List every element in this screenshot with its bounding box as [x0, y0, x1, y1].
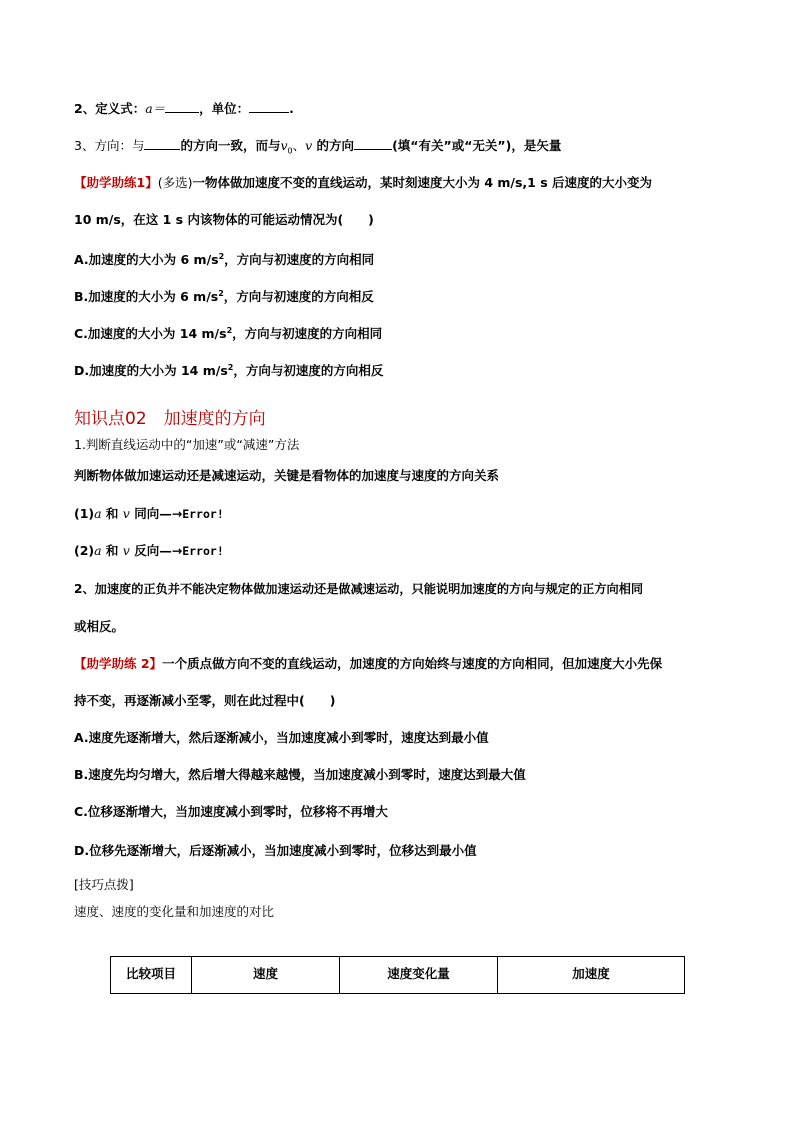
table-header-cell: 加速度 — [498, 957, 685, 994]
exercise2-stem-line1: 【助学助练 2】一个质点做方向不变的直线运动，加速度的方向始终与速度的方向相同，但加速度大小先保 — [74, 656, 663, 671]
exercise1-option-a: A.加速度的大小为 6 $m/s^2$，方向与初速度的方向相同 — [74, 252, 375, 268]
exercise2-option-b: B.速度先均匀增大，然后增大得越来越慢，当加速度减小到零时，速度达到最大值 — [74, 767, 526, 782]
exercise1-stem-line2: 10 m/s，在这 1 s 内该物体的可能运动情况为( ) — [74, 212, 374, 227]
exercise2-option-d: D.位移先逐渐增大，后逐渐减小，当加速度减小到零时，位移达到最小值 — [74, 843, 477, 858]
case-opposite-direction: (2)a 和 v 反向—→Error! — [74, 543, 224, 558]
direction-line: 3、方向：与 的方向一致，而与$v_0$、v 的方向 (填“有关”或“无关”)，是矢量 — [74, 138, 562, 156]
tips-label: [技巧点拨] — [74, 877, 134, 892]
blank-formula — [165, 100, 199, 113]
definition-line: 2、定义式：a＝ ，单位： . — [74, 101, 294, 116]
note-line1: 2、加速度的正负并不能决定物体做加速运动还是做减速运动，只能说明加速度的方向与规定的正方向相同 — [74, 582, 644, 596]
exercise2-stem-line2: 持不变，再逐渐减小至零，则在此过程中( ) — [74, 693, 336, 708]
exercise1-option-d: D.加速度的大小为 14 $m/s^2$，方向与初速度的方向相反 — [74, 363, 384, 379]
exercise2-option-a: A.速度先逐渐增大，然后逐渐减小，当加速度减小到零时，速度达到最小值 — [74, 730, 489, 745]
exercise1-option-c: C.加速度的大小为 14 $m/s^2$，方向与初速度的方向相同 — [74, 326, 383, 342]
exercise2-option-c: C.位移逐渐增大，当加速度减小到零时，位移将不再增大 — [74, 804, 388, 819]
blank-direction — [144, 137, 180, 150]
note-line2: 或相反。 — [74, 619, 125, 634]
exercise1-stem-line1: 【助学助练1】(多选)一物体做加速度不变的直线运动，某时刻速度大小为 4 m/s,1 s 后速度的大小变为 — [74, 175, 652, 190]
table-header-cell: 比较项目 — [111, 957, 192, 994]
blank-unit — [249, 100, 289, 113]
table-header-cell: 速度 — [192, 957, 340, 994]
case-same-direction: (1)a 和 v 同向—→Error! — [74, 506, 224, 521]
error-text: Error! — [182, 507, 224, 521]
key-statement: 判断物体做加速运动还是减速运动，关键是看物体的加速度与速度的方向关系 — [74, 468, 500, 483]
exercise1-option-b: B.加速度的大小为 6 $m/s^2$，方向与初速度的方向相反 — [74, 289, 374, 305]
table-header-row — [111, 957, 685, 994]
knowledge-heading: 知识点02 加速度的方向 — [74, 409, 266, 429]
table-header-cell: 速度变化量 — [340, 957, 498, 994]
blank-relation — [354, 137, 392, 150]
error-text: Error! — [182, 544, 224, 558]
comparison-title: 速度、速度的变化量和加速度的对比 — [74, 904, 275, 919]
method-subtitle: 1.判断直线运动中的“加速”或“减速”方法 — [74, 437, 300, 452]
comparison-table — [110, 956, 685, 994]
